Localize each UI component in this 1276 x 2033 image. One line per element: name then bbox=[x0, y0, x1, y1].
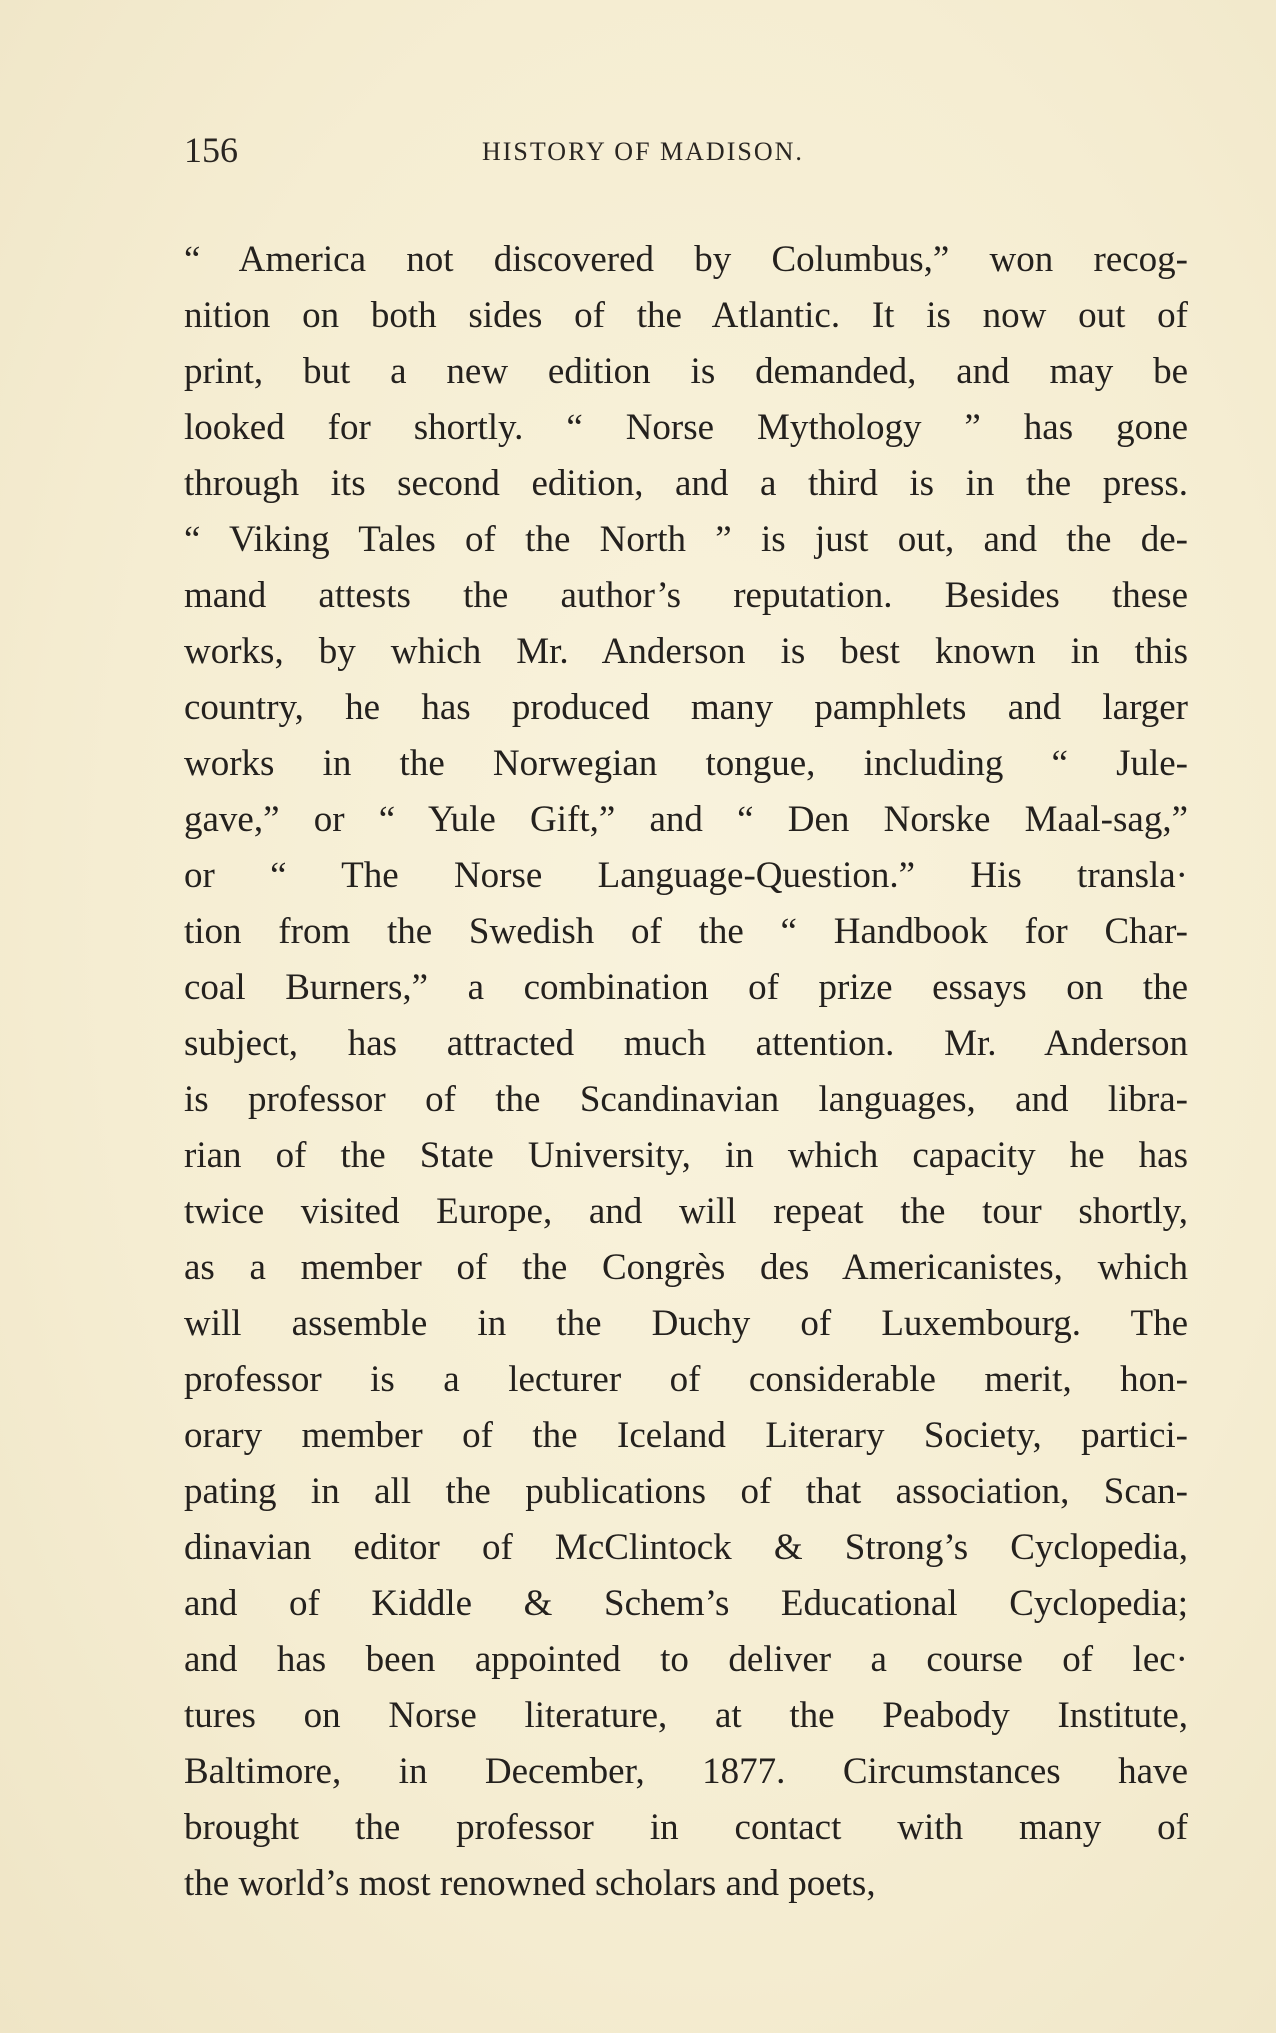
page-number: 156 bbox=[184, 130, 238, 170]
text-line: nition on both sides of the Atlantic. It is now out of bbox=[184, 295, 1188, 336]
page-header bbox=[184, 126, 1188, 174]
text-line: twice visited Europe, and will repeat the tour shortly, bbox=[184, 1191, 1188, 1232]
text-line: and of Kiddle & Schem’s Educational Cyclopedia; bbox=[184, 1583, 1188, 1624]
text-line: pating in all the publications of that association, Scan- bbox=[184, 1471, 1188, 1512]
text-line: professor is a lecturer of considerable merit, hon- bbox=[184, 1359, 1188, 1400]
text-line: through its second edition, and a third is in the press. bbox=[184, 463, 1188, 504]
text-line: or “ The Norse Language-Question.” His transla· bbox=[184, 855, 1188, 896]
text-line: tures on Norse literature, at the Peabody Institute, bbox=[184, 1695, 1188, 1736]
text-line: dinavian editor of McClintock & Strong’s Cyclopedia, bbox=[184, 1527, 1188, 1568]
text-line: tion from the Swedish of the “ Handbook for Char- bbox=[184, 911, 1188, 952]
body-text bbox=[184, 232, 1188, 1912]
text-line: country, he has produced many pamphlets and larger bbox=[184, 687, 1188, 728]
text-line: brought the professor in contact with many of bbox=[184, 1807, 1188, 1848]
text-line: orary member of the Iceland Literary Society, partici- bbox=[184, 1415, 1188, 1456]
text-line: will assemble in the Duchy of Luxembourg. The bbox=[184, 1303, 1188, 1344]
text-line: print, but a new edition is demanded, and may be bbox=[184, 351, 1188, 392]
text-line: “ Viking Tales of the North ” is just out, and the de- bbox=[184, 519, 1188, 560]
text-line: is professor of the Scandinavian languages, and libra- bbox=[184, 1079, 1188, 1120]
text-line: looked for shortly. “ Norse Mythology ” has gone bbox=[184, 407, 1188, 448]
text-line: works, by which Mr. Anderson is best known in this bbox=[184, 631, 1188, 672]
text-line: rian of the State University, in which capacity he has bbox=[184, 1135, 1188, 1176]
text-line: Baltimore, in December, 1877. Circumstances have bbox=[184, 1751, 1188, 1792]
text-line: as a member of the Congrès des Americanistes, which bbox=[184, 1247, 1188, 1288]
text-line: mand attests the author’s reputation. Besides these bbox=[184, 575, 1188, 616]
text-line: subject, has attracted much attention. Mr. Anderson bbox=[184, 1023, 1188, 1064]
text-line: the world’s most renowned scholars and poets, bbox=[184, 1863, 876, 1904]
text-line: coal Burners,” a combination of prize essays on the bbox=[184, 967, 1188, 1008]
text-line: works in the Norwegian tongue, including “ Jule- bbox=[184, 743, 1188, 784]
running-head: HISTORY OF MADISON. bbox=[482, 137, 804, 166]
text-line: “ America not discovered by Columbus,” won recog- bbox=[184, 239, 1188, 280]
text-line: and has been appointed to deliver a course of lec· bbox=[184, 1639, 1188, 1680]
text-line: gave,” or “ Yule Gift,” and “ Den Norske Maal-sag,” bbox=[184, 799, 1188, 840]
